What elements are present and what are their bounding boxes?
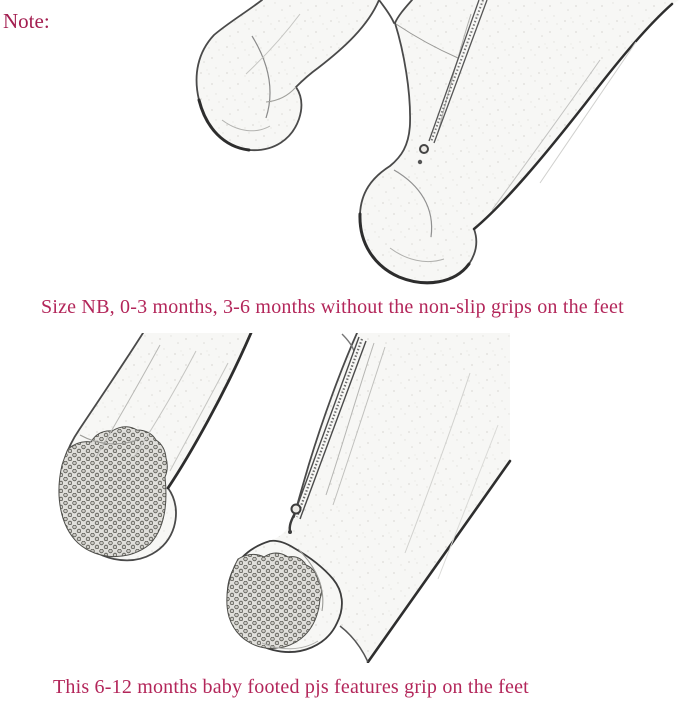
pajama-legs-with-grip-sketch bbox=[0, 333, 679, 663]
caption-grip: This 6-12 months baby footed pjs features grip on the feet bbox=[53, 676, 529, 698]
note-label: Note: bbox=[3, 9, 50, 33]
left-leg-plain bbox=[197, 0, 394, 150]
grip-sole-left bbox=[59, 427, 167, 557]
right-leg-plain bbox=[360, 0, 679, 283]
pajama-legs-no-grip-sketch bbox=[0, 0, 679, 292]
left-leg-grip bbox=[59, 333, 251, 560]
right-leg-grip bbox=[227, 333, 510, 662]
caption-no-grip: Size NB, 0-3 months, 3-6 months without the non-slip grips on the feet bbox=[41, 296, 624, 318]
